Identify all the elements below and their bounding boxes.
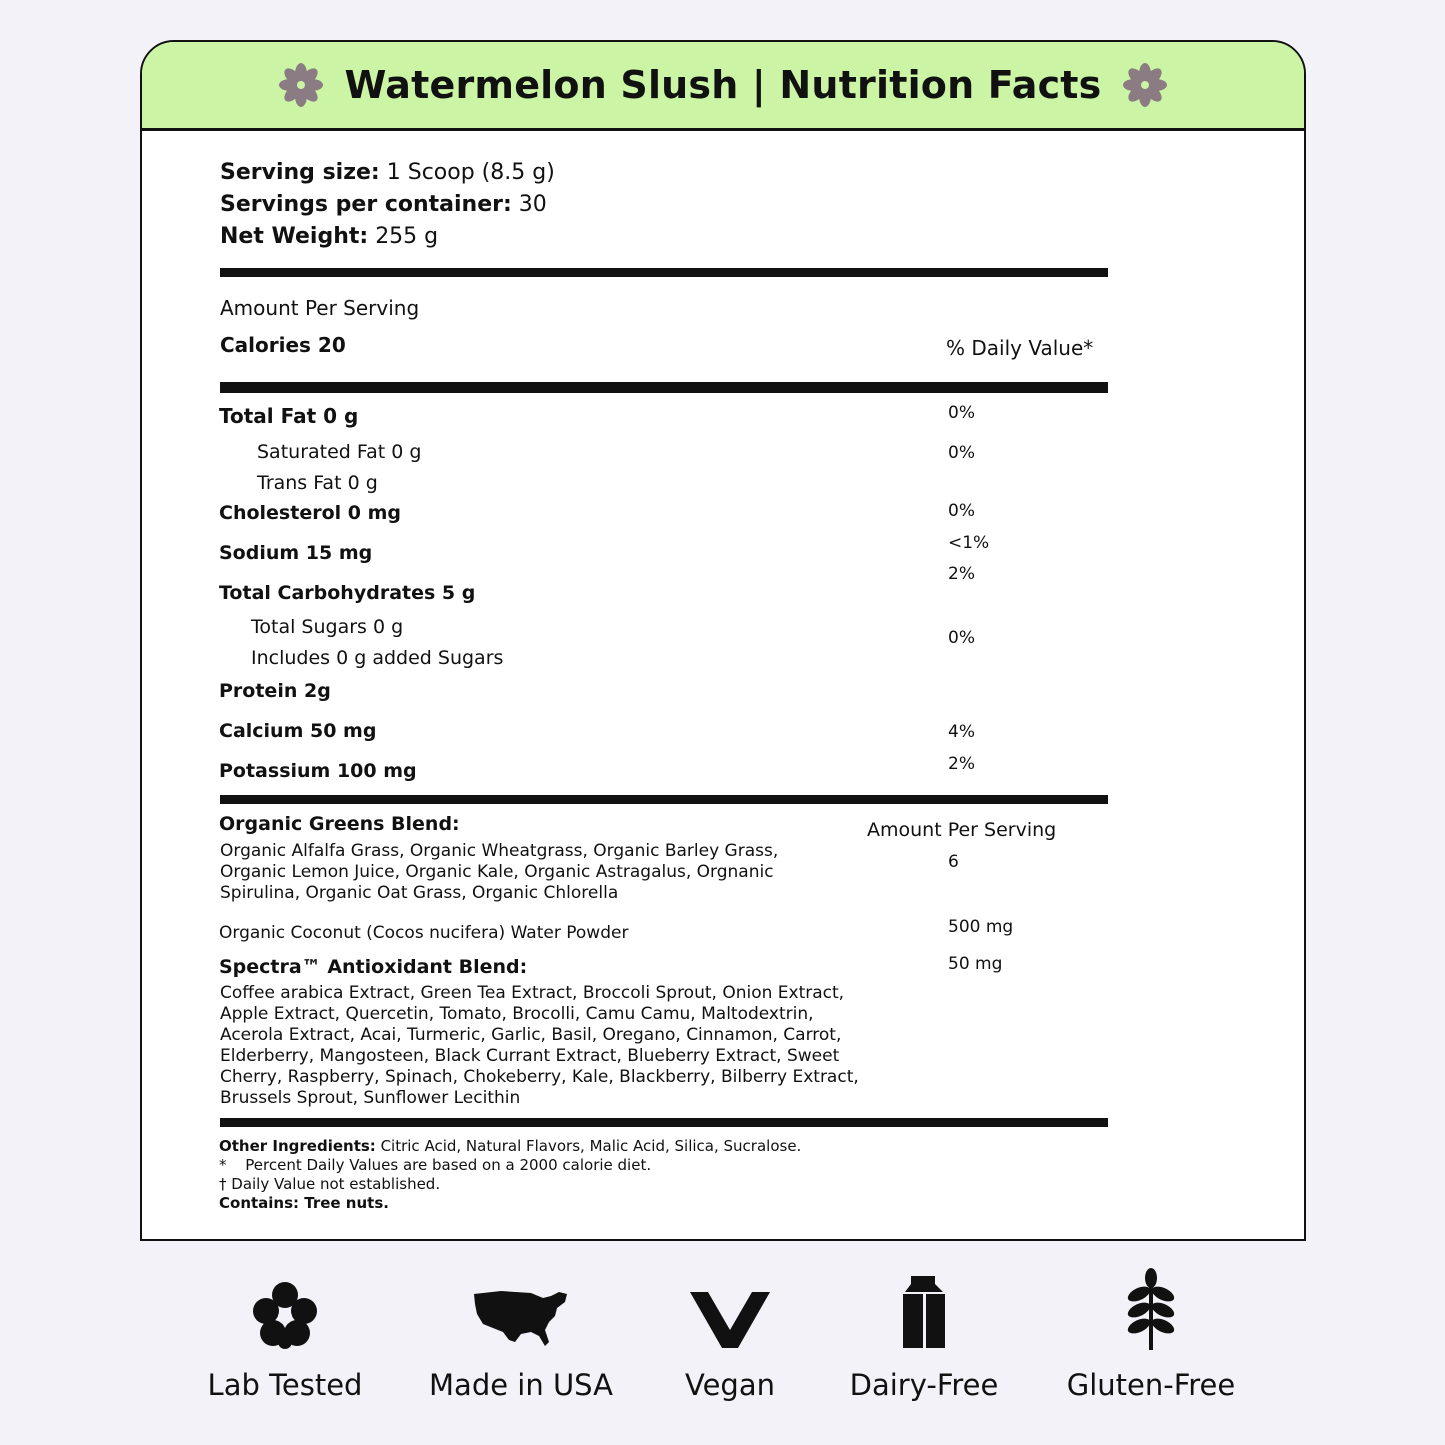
badge-label: Dairy-Free — [849, 1368, 999, 1402]
added-sugars-dv: 0% — [948, 628, 975, 648]
greens-blend-ingredients: Organic Alfalfa Grass, Organic Wheatgrass, Organic Barley Grass, Organic Lemon Juice, Organic Kale, Organic Astragalus, Orgnanic Spirulina, Organic Oat Grass, Organic Chlorella — [220, 841, 779, 903]
serving-size-label: Serving size: — [220, 160, 380, 185]
protein-label: Protein 2g — [219, 680, 331, 702]
cholesterol-dv: 0% — [948, 501, 975, 521]
total-carbs-label: Total Carbohydrates 5 g — [219, 582, 476, 604]
spectra-blend-ingredients: Coffee arabica Extract, Green Tea Extract, Broccoli Sprout, Onion Extract, Apple Extract, Quercetin, Tomato, Brocolli, Camu Camu, Maltodextrin, Acerola Extract, Acai, Turmeric, Garlic, Basil, Oregano, Cinnamon, Carrot, Elderberry, Mangosteen, Black Currant Extract, Blueberry Extract, Sweet Cherry, Raspberry, Spinach, Chokeberry, Kale, Blackberry, Bilberry Extract, Brussels Sprout, Sunflower Lecithin — [220, 983, 859, 1108]
net-weight-label: Net Weight: — [220, 224, 369, 249]
divider-thick — [220, 268, 1108, 277]
amount-per-serving: Amount Per Serving — [220, 296, 420, 320]
potassium-label: Potassium 100 mg — [219, 760, 417, 782]
sodium-dv: <1% — [948, 533, 990, 553]
badge-label: Vegan — [685, 1368, 775, 1402]
spectra-blend-title: Spectra™ Antioxidant Blend: — [219, 956, 528, 978]
trans-fat-label: Trans Fat 0 g — [257, 472, 378, 494]
daily-value-note — [219, 1156, 651, 1174]
servings-per-container — [220, 192, 547, 217]
lab-tested-icon — [249, 1278, 321, 1350]
nutrition-header — [142, 42, 1304, 131]
blend-amount-header: Amount Per Serving — [867, 819, 1057, 841]
usa-map-icon — [471, 1288, 571, 1350]
sodium-label: Sodium 15 mg — [219, 542, 373, 564]
serving-size-value: 1 Scoop (8.5 g) — [386, 160, 555, 185]
potassium-dv: 2% — [948, 754, 975, 774]
badge-lab-tested — [175, 1270, 395, 1402]
badge-vegan — [620, 1270, 840, 1402]
cholesterol-label: Cholesterol 0 mg — [219, 502, 401, 524]
spectra-blend-amount: 50 mg — [948, 954, 1003, 974]
net-weight-value: 255 g — [375, 224, 439, 249]
total-carbs-dv: 2% — [948, 564, 975, 584]
dagger-note: † Daily Value not established. — [219, 1175, 441, 1193]
calories: Calories 20 — [220, 333, 346, 357]
divider-thick — [220, 1118, 1108, 1127]
calcium-dv: 4% — [948, 722, 975, 742]
badge-label: Lab Tested — [207, 1368, 363, 1402]
added-sugars-label: Includes 0 g added Sugars — [251, 647, 504, 669]
badge-label: Gluten-Free — [1066, 1368, 1236, 1402]
daily-value-note-text: Percent Daily Values are based on a 2000 calorie diet. — [245, 1156, 652, 1174]
flower-icon-left — [277, 61, 325, 109]
wheat-icon — [1123, 1268, 1179, 1350]
asterisk-mark: * — [219, 1156, 227, 1174]
milk-carton-icon — [901, 1274, 947, 1350]
coconut-water-amount: 500 mg — [948, 917, 1014, 937]
daily-value-header: % Daily Value* — [946, 336, 1094, 360]
saturated-fat-label: Saturated Fat 0 g — [257, 441, 422, 463]
saturated-fat-dv: 0% — [948, 443, 975, 463]
divider-thick — [220, 382, 1108, 393]
badge-gluten-free — [1041, 1270, 1261, 1402]
total-sugars-label: Total Sugars 0 g — [251, 616, 404, 638]
allergen-statement: Contains: Tree nuts. — [219, 1194, 389, 1212]
badge-label: Made in USA — [429, 1368, 613, 1402]
servings-per-container-value: 30 — [518, 192, 547, 217]
coconut-water-title: Organic Coconut (Cocos nucifera) Water Powder — [219, 923, 629, 943]
greens-blend-amount: 6 — [948, 852, 959, 872]
servings-per-container-label: Servings per container: — [220, 192, 512, 217]
vegan-v-icon — [688, 1290, 772, 1350]
total-fat-label: Total Fat 0 g — [219, 404, 359, 428]
feature-badges — [0, 1270, 1445, 1410]
serving-size — [220, 160, 555, 185]
divider-thick — [220, 795, 1108, 804]
other-ingredients — [219, 1137, 801, 1155]
other-ingredients-label: Other Ingredients: — [219, 1137, 376, 1155]
badge-made-in-usa — [411, 1270, 631, 1402]
greens-blend-title: Organic Greens Blend: — [219, 813, 460, 835]
nutrition-facts-panel — [140, 40, 1306, 1241]
flower-icon-right — [1121, 61, 1169, 109]
calcium-label: Calcium 50 mg — [219, 720, 377, 742]
other-ingredients-value: Citric Acid, Natural Flavors, Malic Acid, Silica, Sucralose. — [380, 1137, 802, 1155]
total-fat-dv: 0% — [948, 403, 975, 423]
badge-dairy-free — [814, 1270, 1034, 1402]
page-title: Watermelon Slush | Nutrition Facts — [344, 63, 1102, 107]
net-weight — [220, 224, 438, 249]
